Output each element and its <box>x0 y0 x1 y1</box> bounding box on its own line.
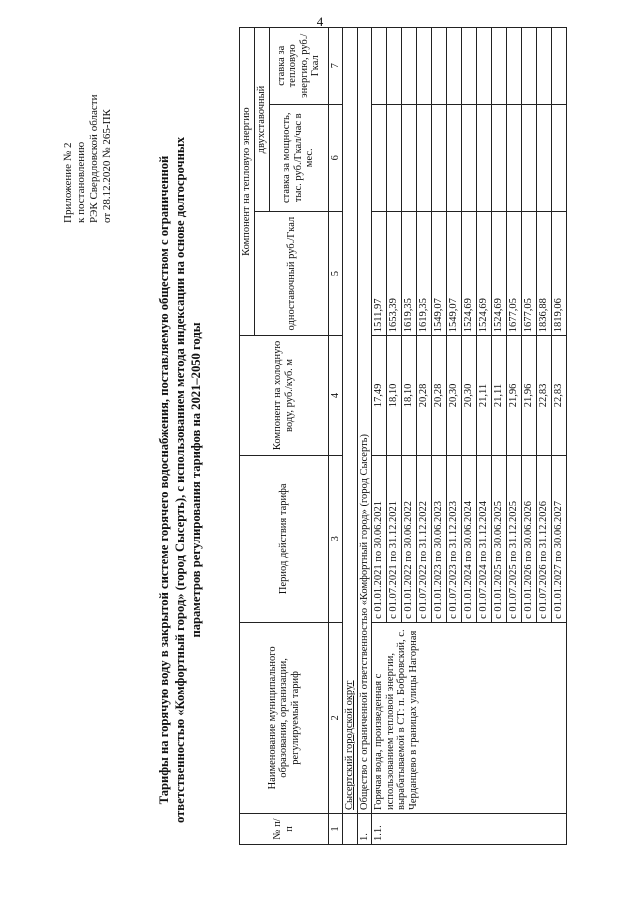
capacity-cell <box>447 104 462 211</box>
column-number: 7 <box>328 28 343 105</box>
header-capacity: ставка за мощность, тыс. руб./Гкал/час в мес. <box>269 104 328 211</box>
tariff-rows <box>372 28 567 845</box>
column-number: 3 <box>328 455 343 622</box>
one-rate-cell: 1819,06 <box>552 212 567 336</box>
header-name: Наименование муниципального образования, организации, регулируемый тариф <box>240 622 329 813</box>
capacity-cell <box>492 104 507 211</box>
capacity-cell <box>537 104 552 211</box>
cold-water-cell: 21,11 <box>477 336 492 455</box>
energy-cell <box>432 28 447 105</box>
appendix-line: РЭК Свердловской области <box>88 94 100 223</box>
cold-water-cell: 18,10 <box>402 336 417 455</box>
energy-cell <box>522 28 537 105</box>
energy-cell <box>552 28 567 105</box>
item-num: 1.1. <box>372 813 567 844</box>
one-rate-cell: 1549,07 <box>447 212 462 336</box>
energy-cell <box>492 28 507 105</box>
capacity-cell <box>507 104 522 211</box>
one-rate-cell: 1677,05 <box>507 212 522 336</box>
one-rate-cell: 1524,69 <box>477 212 492 336</box>
appendix-line: от 28.12.2020 № 265-ПК <box>101 109 113 223</box>
cold-water-cell: 22,83 <box>537 336 552 455</box>
energy-cell <box>387 28 402 105</box>
one-rate-cell: 1677,05 <box>522 212 537 336</box>
period-cell: с 01.01.2024 по 30.06.2024 <box>462 455 477 622</box>
capacity-cell <box>477 104 492 211</box>
one-rate-cell: 1619,35 <box>417 212 432 336</box>
period-cell: с 01.07.2023 по 31.12.2023 <box>447 455 462 622</box>
header-one-rate: одноставочный руб./Гкал <box>255 212 329 336</box>
header-heat-group: Компонент на тепловую энергию <box>240 28 255 336</box>
capacity-cell <box>432 104 447 211</box>
period-cell: с 01.01.2021 по 30.06.2021 <box>372 455 387 622</box>
energy-cell <box>417 28 432 105</box>
energy-cell <box>462 28 477 105</box>
header-row <box>240 28 255 845</box>
rotated-page-content <box>6 15 616 895</box>
energy-cell <box>507 28 522 105</box>
capacity-cell <box>387 104 402 211</box>
page-number: 4 <box>316 14 324 29</box>
capacity-cell <box>402 104 417 211</box>
column-number: 4 <box>328 336 343 455</box>
cold-water-cell: 21,11 <box>492 336 507 455</box>
period-cell: с 01.07.2025 по 31.12.2025 <box>507 455 522 622</box>
energy-cell <box>372 28 387 105</box>
one-rate-cell: 1549,07 <box>432 212 447 336</box>
capacity-cell <box>372 104 387 211</box>
cold-water-cell: 20,28 <box>432 336 447 455</box>
period-cell: с 01.01.2022 по 30.06.2022 <box>402 455 417 622</box>
period-cell: с 01.07.2026 по 31.12.2026 <box>537 455 552 622</box>
period-cell: с 01.01.2023 по 30.06.2023 <box>432 455 447 622</box>
one-rate-cell: 1511,97 <box>372 212 387 336</box>
energy-cell <box>447 28 462 105</box>
tariff-table <box>239 27 567 845</box>
period-cell: с 01.01.2025 по 30.06.2025 <box>492 455 507 622</box>
appendix-line: к постановлению <box>75 141 87 223</box>
energy-cell <box>537 28 552 105</box>
capacity-cell <box>462 104 477 211</box>
appendix-line: Приложение № 2 <box>62 142 74 223</box>
column-number-row <box>328 28 343 845</box>
column-number: 1 <box>328 813 343 844</box>
column-number: 2 <box>328 622 343 813</box>
organization-name: Общество с ограниченной ответственностью «Комфортный город» (город Сысерть) <box>357 28 372 814</box>
capacity-cell <box>552 104 567 211</box>
period-cell: с 01.07.2024 по 31.12.2024 <box>477 455 492 622</box>
section-title: Сысертский городской округ <box>343 28 358 814</box>
header-period: Период действия тарифа <box>240 455 329 622</box>
period-cell: с 01.07.2021 по 31.12.2021 <box>387 455 402 622</box>
column-number: 6 <box>328 104 343 211</box>
cold-water-cell: 17,49 <box>372 336 387 455</box>
energy-cell <box>402 28 417 105</box>
period-cell: с 01.01.2027 по 30.06.2027 <box>552 455 567 622</box>
period-cell: с 01.01.2026 по 30.06.2026 <box>522 455 537 622</box>
one-rate-cell: 1653,39 <box>387 212 402 336</box>
cold-water-cell: 20,28 <box>417 336 432 455</box>
one-rate-cell: 1836,88 <box>537 212 552 336</box>
energy-cell <box>477 28 492 105</box>
item-name: Горячая вода, произведенная с использованием тепловой энергии, вырабатываемой в СТ: п. Бобровский, с. Черданцево в границах улицы Нагорная <box>372 622 567 813</box>
document-title: Тарифы на горячую воду в закрытой системе горячего водоснабжения, поставляемую обществом с ограниченной ответственностью «Комфортный город» (город Сысерть), с использованием метода индексации на основе долгосрочных параметров регулирования тарифов на 2021–2050 годы <box>157 136 203 824</box>
organization-num: 1. <box>357 813 372 844</box>
appendix-note <box>62 23 114 223</box>
cold-water-cell: 21,96 <box>507 336 522 455</box>
capacity-cell <box>417 104 432 211</box>
cold-water-cell: 20,30 <box>447 336 462 455</box>
one-rate-cell: 1619,35 <box>402 212 417 336</box>
cold-water-cell: 18,10 <box>387 336 402 455</box>
header-two-rate: двухставочный <box>255 28 270 212</box>
cold-water-cell: 20,30 <box>462 336 477 455</box>
header-cold-water: Компонент на холодную воду, руб./куб. м <box>240 336 329 455</box>
one-rate-cell: 1524,69 <box>492 212 507 336</box>
header-num: № п/п <box>240 813 329 844</box>
table-row <box>372 28 387 845</box>
period-cell: с 01.07.2022 по 31.12.2022 <box>417 455 432 622</box>
one-rate-cell: 1524,69 <box>462 212 477 336</box>
cold-water-cell: 22,83 <box>552 336 567 455</box>
section-row <box>343 28 358 845</box>
organization-row <box>357 28 372 845</box>
cold-water-cell: 21,96 <box>522 336 537 455</box>
column-number: 5 <box>328 212 343 336</box>
header-energy: ставка за тепловую энергию, руб./Гкал <box>269 28 328 105</box>
capacity-cell <box>522 104 537 211</box>
